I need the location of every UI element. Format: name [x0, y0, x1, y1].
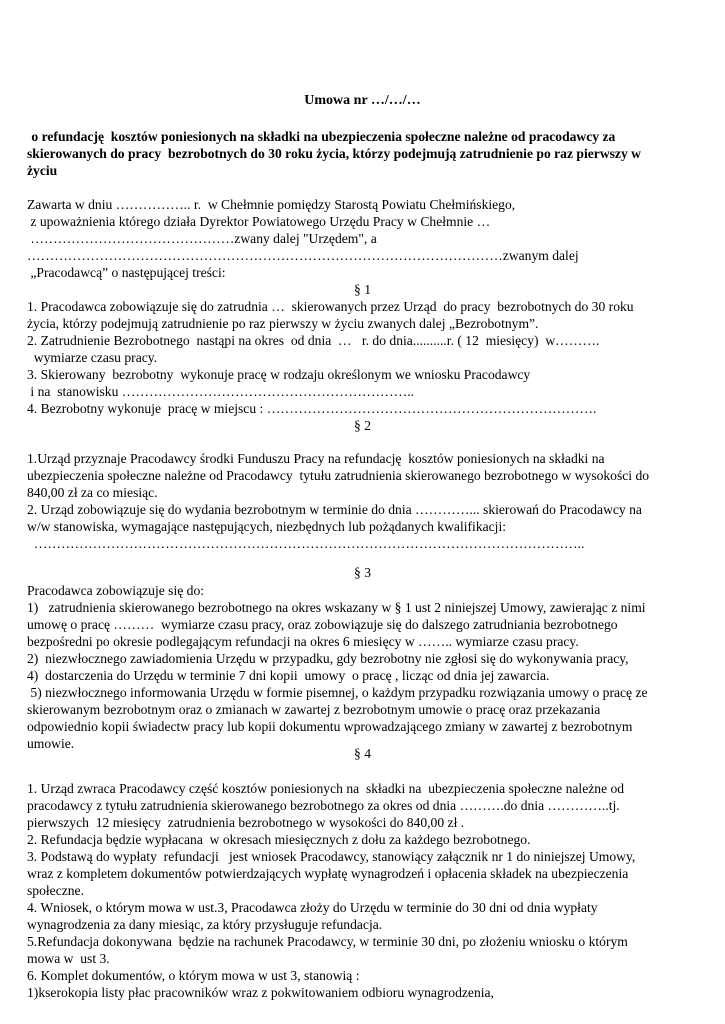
paragraph-line: skierowanym bezrobotnym oraz o zmianach w zawartej z bezrobotnym umowie o pracę oraz przekazania: [27, 702, 601, 717]
paragraph-line: wymiarze czasu pracy.: [27, 350, 158, 365]
paragraph-line: umowie.: [27, 736, 75, 751]
page-title: Umowa nr …/…/…: [304, 93, 421, 108]
paragraph-line: 4) dostarczenia do Urzędu w terminie 7 dni kopii umowy o pracę , licząc od dnia jej zawarcia.: [27, 668, 550, 683]
paragraph-line: 5) niezwłocznego informowania Urzędu w formie pisemnej, o każdym przypadku rozwiązania umowy o pracę ze: [27, 685, 648, 700]
paragraph-line: 1. Urząd zwraca Pracodawcy część kosztów poniesionych na składki na ubezpieczenia społeczne należne od: [27, 781, 625, 796]
paragraph-line: 6. Komplet dokumentów, o którym mowa w ust 3, stanowią :: [27, 968, 360, 983]
paragraph-line: 3. Podstawą do wypłaty refundacji jest wniosek Pracodawcy, stanowiący załącznik nr 1 do niniejszej Umowy,: [27, 849, 636, 864]
intro-line: z upoważnienia którego działa Dyrektor Powiatowego Urzędu Pracy w Chełmnie …: [27, 214, 491, 229]
intro-line: ………………………………………zwany dalej "Urzędem", a: [27, 231, 377, 246]
paragraph-line: 4. Wniosek, o którym mowa w ust.3, Pracodawca złoży do Urzędu w terminie do 30 dni od dnia wypłaty: [27, 900, 598, 915]
paragraph-line: 1.Urząd przyznaje Pracodawcy środki Funduszu Pracy na refundację kosztów poniesionych na składki na: [27, 451, 605, 466]
intro-line: „Pracodawcą” o następującej treści:: [27, 265, 226, 280]
paragraph-line: pierwszych 12 miesięcy zatrudnienia bezrobotnego w wysokości do 840,00 zł .: [27, 815, 465, 830]
paragraph-line: w/w stanowiska, wymagające następujących, niezbędnych lub pożądanych kwalifikacji:: [27, 519, 507, 534]
subtitle-line: skierowanych do pracy bezrobotnych do 30 roku życia, którzy podejmują zatrudnienie po raz pierwszy w: [27, 146, 641, 161]
paragraph-line: odpowiednio kopii świadectw pracy lub kopii dokumentu wprowadzającego zmiany w zawartej z bezrobotnym: [27, 719, 633, 734]
paragraph-line: 1) zatrudnienia skierowanego bezrobotnego na okres wskazany w § 1 ust 2 niniejszej Umowy, zawierając z nimi: [27, 600, 646, 615]
paragraph-line: 2. Urząd zobowiązuje się do wydania bezrobotnym w terminie do dnia …………... skierowań do Pracodawcy na: [27, 502, 642, 517]
paragraph-line: 2. Refundacja będzie wypłacana w okresach miesięcznych z dołu za każdego bezrobotnego.: [27, 832, 531, 847]
paragraph-line: pracodawcy z tytułu zatrudnienia skierowanego bezrobotnego za okres od dnia ……….do dnia …………..tj.: [27, 798, 620, 813]
section-heading: § 1: [354, 282, 371, 297]
paragraph-line: 5.Refundacja dokonywana będzie na rachunek Pracodawcy, w terminie 30 dni, po złożeniu wniosku o którym: [27, 934, 628, 949]
paragraph-line: 3. Skierowany bezrobotny wykonuje pracę w rodzaju określonym we wniosku Pracodawcy: [27, 367, 531, 382]
paragraph-line: umowę o pracę ……… wymiarze czasu pracy, oraz zobowiązuje się do dalszego zatrudniania bezrobotnego: [27, 617, 618, 632]
paragraph-line: wynagrodzenia za dany miesiąc, za który przysługuje refundacja.: [27, 917, 383, 932]
paragraph-line: społeczne.: [27, 883, 84, 898]
subtitle-line: życiu: [27, 163, 58, 178]
paragraph-line: ubezpieczenia społeczne należne od Pracodawcy tytułu zatrudnienia skierowanego bezrobotnego w wysokości do: [27, 468, 650, 483]
paragraph-line: 2) niezwłocznego zawiadomienia Urzędu w przypadku, gdy bezrobotny nie zgłosi się do wykonywania pracy,: [27, 651, 629, 666]
paragraph-line: i na stanowisku ………………………………………………………..: [27, 384, 415, 399]
paragraph-line: 1. Pracodawca zobowiązuje się do zatrudnia … skierowanych przez Urząd do pracy bezrobotnych do 30 roku: [27, 299, 634, 314]
paragraph-line: 840,00 zł za co miesiąc.: [27, 485, 158, 500]
paragraph-line: wraz z kompletem dokumentów potwierdzających wypłatę wynagrodzeń i opłacenia składek na ubezpieczenia: [27, 866, 629, 881]
paragraph-line: życia, którzy podejmują zatrudnienie po raz pierwszy w życiu zwanych dalej „Bezrobotnym”.: [27, 316, 539, 331]
paragraph-line: bezpośredni po okresie podlegającym refundacji na okres 6 miesięcy w …….. wymiarze czasu pracy.: [27, 634, 579, 649]
section-heading: § 4: [354, 746, 371, 761]
section-heading: § 3: [354, 565, 371, 580]
intro-line: ……………………………………………………………………………………………zwanym dalej: [27, 248, 579, 263]
paragraph-line: mowa w ust 3.: [27, 951, 110, 966]
paragraph-line: Pracodawca zobowiązuje się do:: [27, 583, 205, 598]
paragraph-line: 2. Zatrudnienie Bezrobotnego nastąpi na okres od dnia … r. do dnia..........r. ( 12 miesięcy) w……….: [27, 333, 600, 348]
paragraph-line: 1)kserokopia listy płac pracowników wraz z pokwitowaniem odbioru wynagrodzenia,: [27, 985, 494, 1000]
intro-line: Zawarta w dniu …………….. r. w Chełmnie pomiędzy Starostą Powiatu Chełmińskiego,: [27, 197, 516, 212]
paragraph-line: 4. Bezrobotny wykonuje pracę w miejscu : ……………………………………………………………….: [27, 401, 597, 416]
subtitle-line: o refundację kosztów poniesionych na składki na ubezpieczenia społeczne należne od pracodawcy za: [28, 129, 616, 144]
section-heading: § 2: [354, 418, 371, 433]
paragraph-line: …………………………………………………………………………………………………………..: [27, 536, 585, 551]
